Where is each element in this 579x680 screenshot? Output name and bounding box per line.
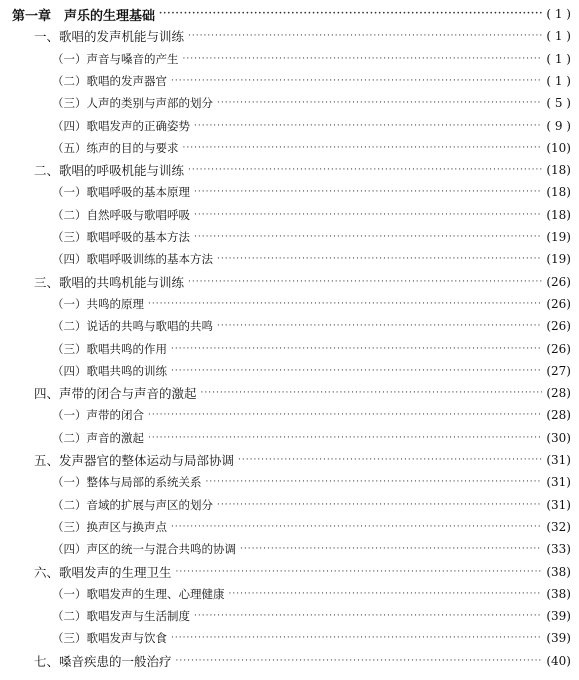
toc-entry-title: （四）声区的统一与混合共鸣的协调	[52, 542, 236, 557]
toc-entry-page-number: (27)	[546, 363, 571, 378]
toc-entry-title: （四）歌唱呼吸训练的基本方法	[52, 252, 213, 267]
toc-entry-title: （一）共鸣的原理	[52, 296, 144, 311]
toc-entry-page-number: ( 5 )	[546, 96, 571, 111]
toc-entry-sub	[0, 338, 579, 360]
toc-entry-sub	[0, 70, 579, 92]
toc-entry-sub	[0, 92, 579, 114]
dot-leader	[217, 92, 542, 114]
toc-entry-title: 一、歌唱的发声机能与训练	[34, 29, 185, 45]
toc-entry-page-number: ( 1 )	[546, 7, 571, 21]
dot-leader	[188, 159, 542, 181]
toc-entry-page-number: ( 9 )	[546, 118, 571, 133]
dot-leader	[201, 382, 543, 404]
dot-leader	[171, 516, 542, 538]
toc-entry-sub	[0, 293, 579, 315]
toc-entry-page-number: (18)	[546, 163, 571, 178]
dot-leader	[206, 471, 543, 493]
toc-entry-page-number: (19)	[546, 230, 571, 244]
toc-entry-sub	[0, 583, 579, 605]
toc-entry-sub	[0, 471, 579, 493]
dot-leader	[188, 271, 542, 293]
toc-entry-page-number: (26)	[546, 274, 571, 289]
dot-leader	[217, 248, 542, 270]
toc-entry-sub	[0, 404, 579, 426]
toc-entry-title: （四）歌唱发声的正确姿势	[52, 118, 190, 133]
toc-entry-sub	[0, 226, 579, 248]
toc-entry-title: （三）换声区与换声点	[52, 519, 167, 534]
toc-entry-sub	[0, 627, 579, 649]
toc-entry-page-number: (32)	[546, 519, 571, 534]
dot-leader	[194, 181, 542, 203]
toc-entry-title: （三）歌唱共鸣的作用	[52, 341, 167, 356]
toc-entry-sub	[0, 137, 579, 159]
dot-leader	[148, 404, 542, 426]
dot-leader	[148, 427, 542, 449]
dot-leader	[194, 204, 542, 226]
dot-leader	[240, 538, 542, 560]
toc-entry-section	[0, 449, 579, 471]
toc-entry-page-number: (39)	[546, 609, 571, 624]
toc-entry-page-number: ( 1 )	[546, 51, 571, 66]
toc-entry-page-number: (26)	[546, 341, 571, 356]
dot-leader	[238, 449, 542, 471]
toc-entry-sub	[0, 115, 579, 137]
toc-entry-sub	[0, 538, 579, 560]
toc-entry-page-number: (40)	[546, 653, 571, 668]
toc-entry-chapter	[0, 3, 579, 25]
toc-entry-page-number: ( 1 )	[546, 73, 571, 88]
toc-entry-page-number: (18)	[546, 185, 571, 200]
toc-entry-page-number: (28)	[546, 408, 571, 423]
toc-entry-title: （一）声带的闭合	[52, 408, 144, 423]
toc-entry-page-number: (31)	[546, 475, 571, 490]
toc-entry-sub	[0, 605, 579, 627]
dot-leader	[176, 561, 543, 583]
toc-entry-title: （二）歌唱发声与生活制度	[52, 609, 190, 624]
toc-entry-page-number: (28)	[546, 386, 571, 401]
dot-leader	[194, 115, 542, 137]
toc-entry-sub	[0, 204, 579, 226]
dot-leader	[194, 226, 542, 248]
dot-leader	[183, 48, 543, 70]
toc-entry-title: （一）整体与局部的系统关系	[52, 475, 202, 490]
toc-entry-section	[0, 561, 579, 583]
toc-entry-section	[0, 159, 579, 181]
toc-entry-sub	[0, 48, 579, 70]
toc-entry-title: （一）歌唱发声的生理、心理健康	[52, 586, 225, 601]
toc-entry-title: （五）练声的目的与要求	[52, 140, 179, 155]
toc-entry-section	[0, 382, 579, 404]
toc-entry-page-number: (26)	[546, 319, 571, 334]
toc-entry-title: （三）歌唱呼吸的基本方法	[52, 230, 190, 244]
toc-entry-page-number: (18)	[546, 207, 571, 222]
dot-leader	[229, 583, 543, 605]
toc-entry-title: 第一章 声乐的生理基础	[12, 8, 156, 24]
toc-entry-section	[0, 25, 579, 47]
dot-leader	[171, 338, 542, 360]
dot-leader	[217, 315, 542, 337]
toc-entry-title: 五、发声器官的整体运动与局部协调	[34, 453, 235, 468]
toc-entry-sub	[0, 494, 579, 516]
toc-entry-section	[0, 271, 579, 293]
toc-entry-title: （三）人声的类别与声部的划分	[52, 96, 213, 111]
toc-entry-title: 六、歌唱发声的生理卫生	[34, 564, 172, 580]
toc-entry-title: 三、歌唱的共鸣机能与训练	[34, 274, 185, 290]
toc-entry-title: （二）说话的共鸣与歌唱的共鸣	[52, 319, 213, 334]
toc-entry-title: （二）自然呼吸与歌唱呼吸	[52, 207, 190, 222]
toc-entry-sub	[0, 181, 579, 203]
toc-entry-page-number: (10)	[546, 140, 571, 155]
dot-leader	[148, 293, 542, 315]
dot-leader	[183, 137, 543, 159]
toc-entry-page-number: (31)	[546, 497, 571, 512]
toc-entry-section	[0, 650, 579, 672]
toc-entry-title: （四）歌唱共鸣的训练	[52, 363, 167, 378]
dot-leader	[159, 3, 542, 25]
toc-entry-page-number: (38)	[546, 586, 571, 601]
toc-entry-page-number: (39)	[546, 631, 571, 646]
dot-leader	[171, 70, 542, 92]
toc-entry-page-number: (31)	[546, 453, 571, 467]
toc-entry-title: 四、声带的闭合与声音的激起	[34, 386, 197, 402]
toc-entry-title: （二）声音的激起	[52, 430, 144, 445]
dot-leader	[194, 605, 542, 627]
toc-entry-title: （二）歌唱的发声器官	[52, 73, 167, 88]
dot-leader	[171, 627, 542, 649]
toc-entry-title: 二、歌唱的呼吸机能与训练	[34, 163, 185, 179]
toc-entry-page-number: (19)	[546, 252, 571, 267]
toc-entry-page-number: (38)	[546, 564, 571, 579]
toc-entry-page-number: (30)	[546, 430, 571, 445]
toc-entry-title: （一）声音与嗓音的产生	[52, 51, 179, 66]
dot-leader	[171, 360, 542, 382]
toc-entry-page-number: (33)	[546, 542, 571, 557]
dot-leader	[176, 650, 543, 672]
toc-entry-sub	[0, 360, 579, 382]
toc-entry-sub	[0, 248, 579, 270]
toc-entry-title: （二）音域的扩展与声区的划分	[52, 497, 213, 512]
toc-entry-sub	[0, 427, 579, 449]
toc-entry-title: 七、嗓音疾患的一般治疗	[34, 653, 172, 669]
toc-entry-title: （三）歌唱发声与饮食	[52, 631, 167, 646]
toc-entry-page-number: (26)	[546, 296, 571, 311]
dot-leader	[217, 494, 542, 516]
toc-entry-title: （一）歌唱呼吸的基本原理	[52, 185, 190, 200]
toc-entry-page-number: ( 1 )	[546, 29, 571, 44]
dot-leader	[188, 25, 542, 47]
toc-entry-sub	[0, 516, 579, 538]
toc-entry-sub	[0, 315, 579, 337]
